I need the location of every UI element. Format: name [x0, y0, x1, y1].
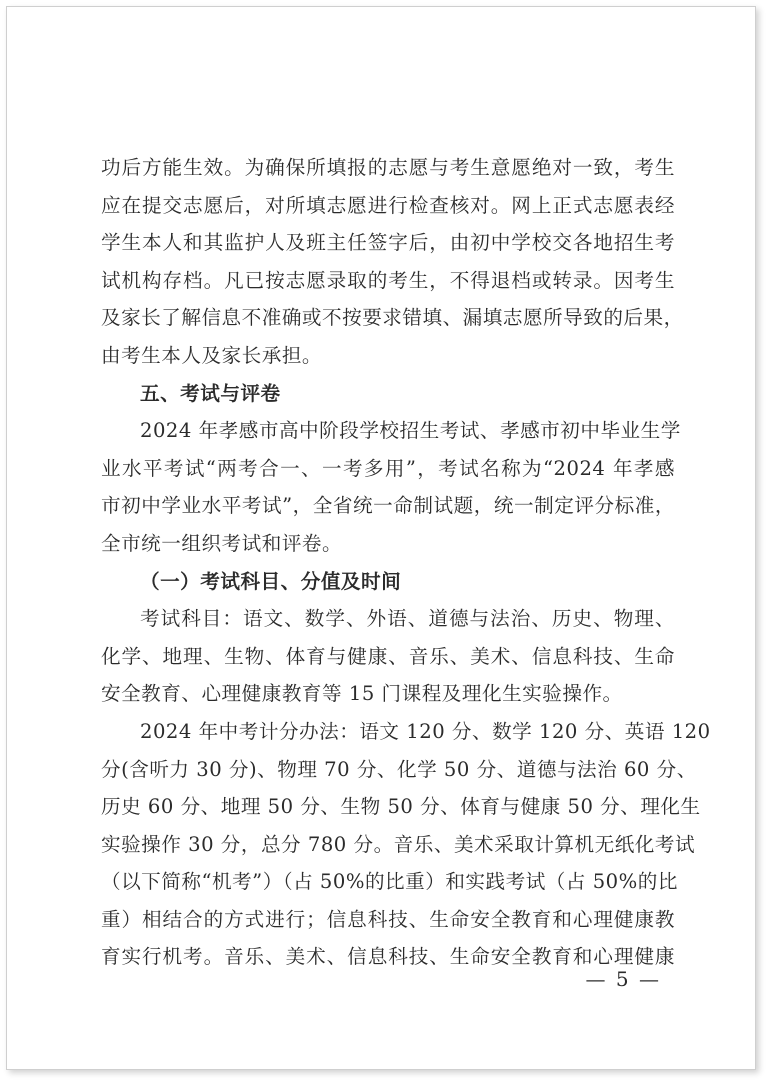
paragraph-line: 分(含听力 30 分)、物理 70 分、化学 50 分、道德与法治 60 分、 [101, 757, 697, 781]
paragraph-line: 全市统一组织考试和评卷。 [101, 531, 343, 555]
paragraph-line: 2024 年中考计分办法：语文 120 分、数学 120 分、英语 120 [140, 719, 711, 743]
paragraph-line: 安全教育、心理健康教育等 15 门课程及理化生实验操作。 [101, 682, 623, 706]
paragraph-line: 考试科目：语文、数学、外语、道德与法治、历史、物理、 [140, 607, 675, 631]
subsection-heading: （一）考试科目、分值及时间 [140, 569, 402, 593]
document-page [6, 6, 756, 1070]
paragraph-line: 2024 年孝感市高中阶段学校招生考试、孝感市初中毕业生学 [140, 419, 681, 443]
paragraph-line: 市初中学业水平考试”，全省统一命制试题，统一制定评分标准， [101, 494, 675, 518]
paragraph-line: 化学、地理、生物、体育与健康、音乐、美术、信息科技、生命 [101, 644, 675, 668]
paragraph-line: 及家长了解信息不准确或不按要求错填、漏填志愿所导致的后果， [101, 306, 684, 330]
paragraph-line: 应在提交志愿后，对所填志愿进行检查核对。网上正式志愿表经 [101, 193, 675, 217]
paragraph-line: 业水平考试“两考合一、一考多用”，考试名称为“2024 年孝感 [101, 456, 675, 480]
paragraph-line: 育实行机考。音乐、美术、信息科技、生命安全教育和心理健康 [101, 945, 675, 969]
paragraph-line: 实验操作 30 分，总分 780 分。音乐、美术采取计算机无纸化考试 [101, 832, 696, 856]
page-number: — 5 — [585, 967, 661, 991]
paragraph-line: 历史 60 分、地理 50 分、生物 50 分、体育与健康 50 分、理化生 [101, 795, 701, 819]
paragraph-line: 学生本人和其监护人及班主任签字后，由初中学校交各地招生考 [101, 231, 675, 255]
body-text [101, 149, 711, 976]
paragraph-line: 试机构存档。凡已按志愿录取的考生，不得退档或转录。因考生 [101, 268, 675, 292]
section-heading: 五、考试与评卷 [140, 381, 281, 405]
paragraph-line: 重）相结合的方式进行；信息科技、生命安全教育和心理健康教 [101, 907, 675, 931]
paragraph-line: 功后方能生效。为确保所填报的志愿与考生意愿绝对一致，考生 [101, 156, 675, 179]
paragraph-line: （以下简称“机考”）（占 50%的比重）和实践考试（占 50%的比 [101, 870, 678, 894]
paragraph-line: 由考生本人及家长承担。 [101, 343, 323, 367]
